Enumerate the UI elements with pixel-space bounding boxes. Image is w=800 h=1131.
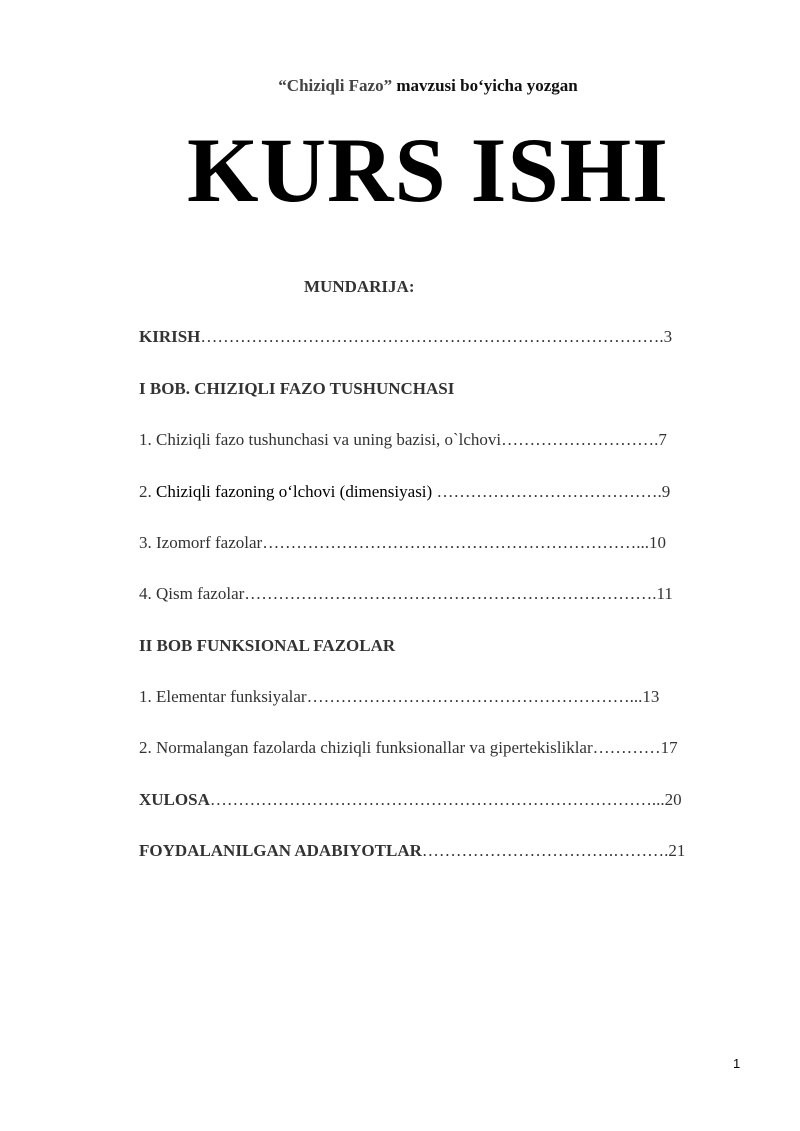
toc-entry-page: 10: [648, 533, 666, 552]
toc-entry-1-4: [139, 584, 673, 604]
toc-entry-leader: ……………………………………………………………….: [244, 584, 657, 603]
toc-entry-label: I BOB. CHIZIQLI FAZO TUSHUNCHASI: [139, 379, 455, 398]
toc-entry-leader: …………………………………………………………...: [262, 533, 649, 552]
toc-entry-page: 20: [664, 790, 682, 809]
toc-entry-page: 17: [660, 738, 678, 757]
toc-entry-leader: ……………………………………………………………………...: [209, 790, 665, 809]
toc-entry-2-2: [139, 738, 678, 758]
toc-entry-label: KIRISH: [139, 327, 201, 346]
toc-chapter-2-heading: [139, 636, 395, 656]
toc-entry-label: 2. Normalangan fazolarda chiziqli funksionallar va gipertekisliklar: [139, 738, 593, 757]
toc-entry-leader: ……………………….: [501, 430, 659, 449]
toc-entry-leader: …………………………………………………...: [306, 687, 643, 706]
toc-entry-xulosa: [139, 790, 682, 810]
toc-entry-page: 21: [668, 841, 686, 860]
toc-entry-label: XULOSA: [139, 790, 210, 809]
toc-entry-leader: …………: [592, 738, 661, 757]
toc-entry-leader: ……………………………………………………………………….: [200, 327, 664, 346]
toc-chapter-1-heading: [139, 379, 454, 399]
toc-entry-1-2: [139, 482, 670, 502]
toc-entry-1-1: [139, 430, 667, 450]
toc-entry-page: 13: [642, 687, 660, 706]
toc-entry-1-3: [139, 533, 666, 553]
toc-entry-adabiyotlar: [139, 841, 685, 861]
subtitle-rest: mavzusi bo‘yicha yozgan: [392, 76, 578, 95]
toc-entry-label: 1. Chiziqli fazo tushunchasi va uning bazisi, o`lchovi: [139, 430, 502, 449]
toc-entry-kirish: [139, 327, 672, 347]
toc-entry-label: 1. Elementar funksiyalar: [139, 687, 307, 706]
toc-entry-page: 7: [658, 430, 667, 449]
toc-entry-2-1: [139, 687, 659, 707]
toc-entry-page: 3: [663, 327, 673, 346]
toc-entry-page: 11: [656, 584, 673, 603]
subtitle: [0, 76, 800, 96]
toc-entry-label: 4. Qism fazolar: [139, 584, 245, 603]
toc-entry-leader: …………………………….……….: [421, 841, 669, 860]
toc-entry-label: FOYDALANILGAN ADABIYOTLAR: [139, 841, 422, 860]
toc-entry-label: 3. Izomorf fazolar: [139, 533, 263, 552]
page-number: 1: [733, 1056, 741, 1071]
toc-entry-page: 9: [661, 482, 671, 501]
toc-heading: MUNDARIJA:: [304, 277, 415, 296]
document-title: KURS ISHI: [187, 119, 669, 221]
toc-entry-prefix: 2.: [139, 482, 156, 501]
toc-entry-label: II BOB FUNKSIONAL FAZOLAR: [139, 636, 396, 655]
toc-entry-leader: ………………………………….: [436, 482, 662, 501]
subtitle-topic: “Chiziqli Fazo”: [278, 76, 393, 95]
toc-entry-label: Chiziqli fazoning o‘lchovi (dimensiyasi): [156, 482, 437, 501]
